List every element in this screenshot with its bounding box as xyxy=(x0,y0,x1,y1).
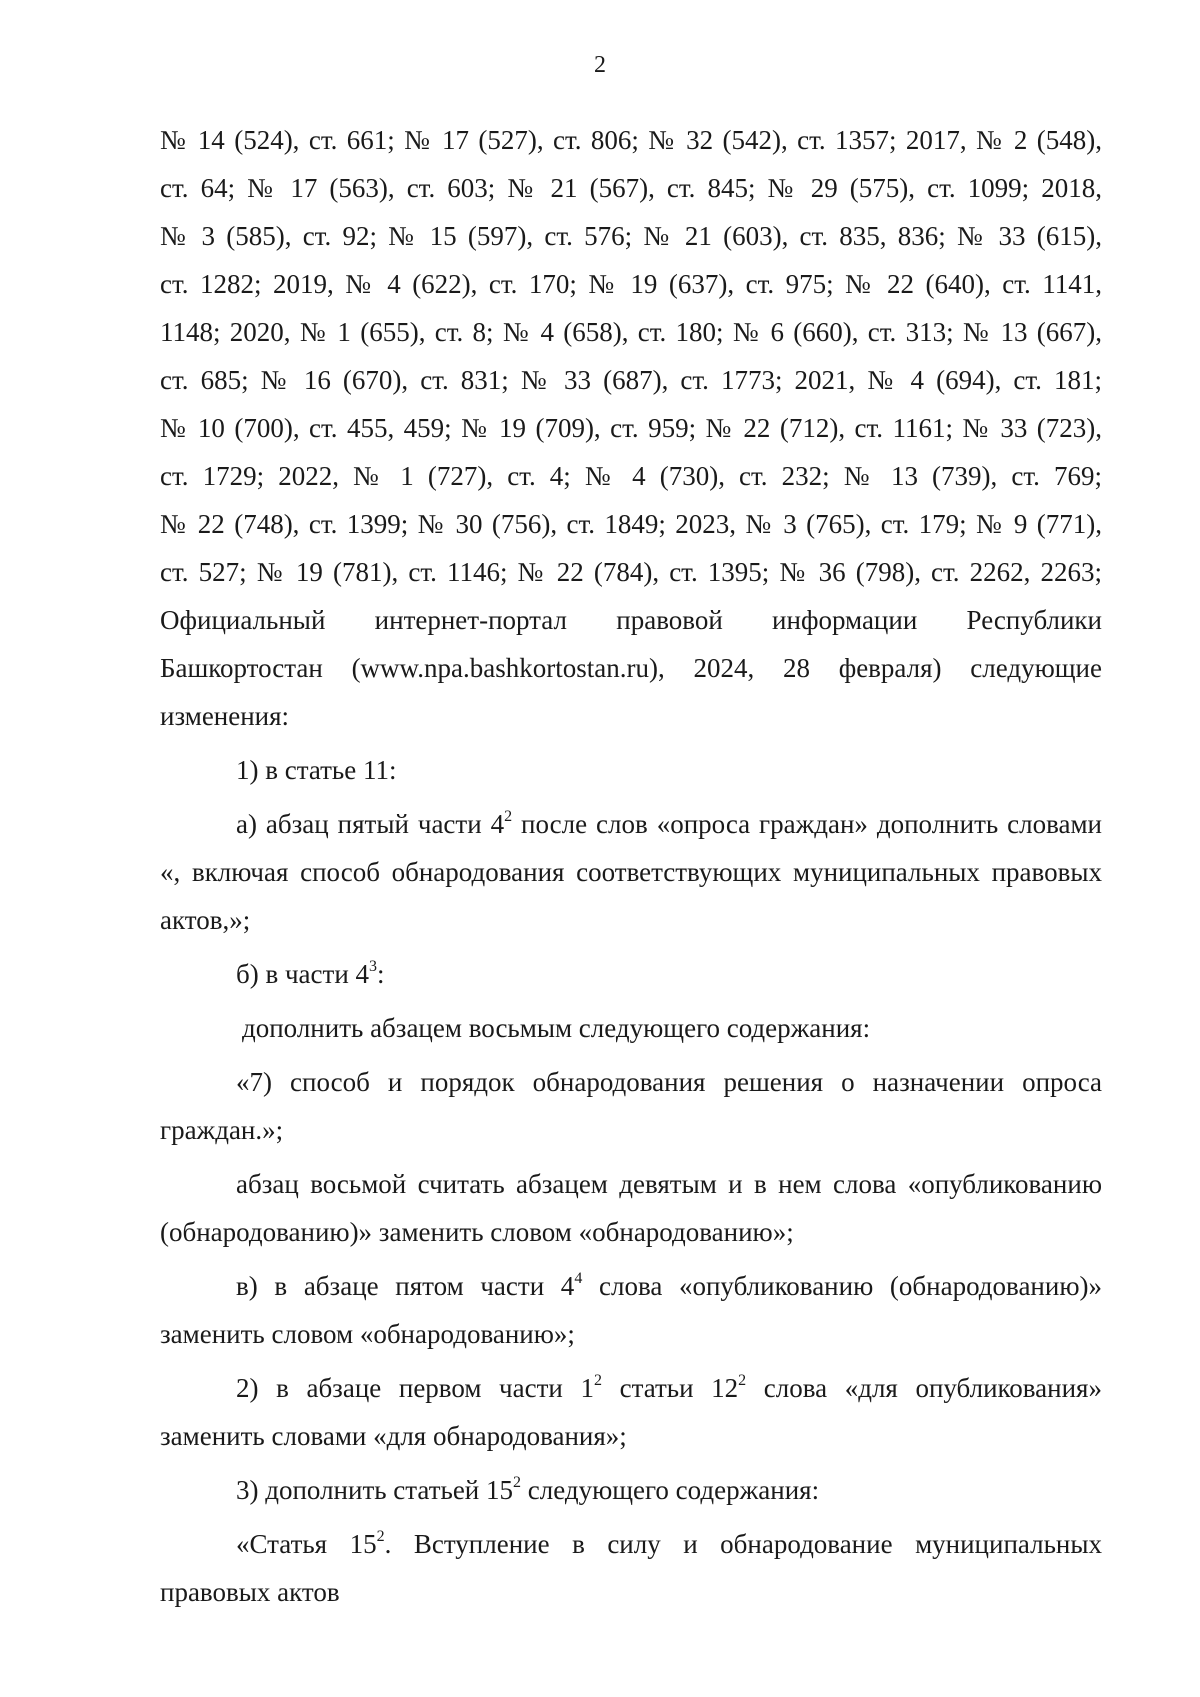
item-2-text-middle: статьи 12 xyxy=(601,1373,739,1403)
item-1b-text-continued: : xyxy=(377,959,385,989)
details-line: № 22 (748), ст. 1399; № 30 (756), ст. 1849; 2023, № 3 (765), ст. 179; № 9 (771), xyxy=(160,509,1102,539)
item-2-text-end: слова «для опубликования» заменить словами «для обнародования»; xyxy=(160,1373,1102,1451)
details-line: № 3 (585), ст. 92; № 15 (597), ст. 576; № 21 (603), ст. 835, 836; № 33 (615), xyxy=(160,221,1102,251)
details-line: изменения: xyxy=(160,701,290,731)
superscript: 2 xyxy=(738,1372,747,1389)
superscript: 4 xyxy=(574,1270,583,1287)
article-heading xyxy=(160,1520,1102,1616)
superscript: 2 xyxy=(504,808,513,825)
document-body xyxy=(160,116,1102,1616)
details-line: 1148; 2020, № 1 (655), ст. 8; № 4 (658), ст. 180; № 6 (660), ст. 313; № 13 (667), xyxy=(160,317,1102,347)
item-1b-renumber: абзац восьмой считать абзацем девятым и в нем слова «опубликованию (обнародованию)» заменить словом «обнародованию»; xyxy=(160,1169,1102,1247)
details-line: № 10 (700), ст. 455, 459; № 19 (709), ст. 959; № 22 (712), ст. 1161; № 33 (723), xyxy=(160,413,1102,443)
page-number: 2 xyxy=(594,52,606,78)
item-1b xyxy=(160,950,1102,998)
item-1v-text-continued: слова «опубликованию (обнародованию)» заменить словом «обнародованию»; xyxy=(160,1271,1102,1349)
item-1v-text: в) в абзаце пятом части 4 xyxy=(236,1271,575,1301)
details-line: ст. 685; № 16 (670), ст. 831; № 33 (687), ст. 1773; 2021, № 4 (694), ст. 181; xyxy=(160,365,1102,395)
details-line: № 14 (524), ст. 661; № 17 (527), ст. 806; № 32 (542), ст. 1357; 2017, № 2 (548), xyxy=(160,125,1102,155)
item-3 xyxy=(160,1466,1102,1514)
details-line: ст. 1729; 2022, № 1 (727), ст. 4; № 4 (730), ст. 232; № 13 (739), ст. 769; xyxy=(160,461,1102,491)
item-1b-instruction: дополнить абзацем восьмым следующего содержания: xyxy=(242,1013,871,1043)
item-3-text-continued: следующего содержания: xyxy=(521,1475,820,1505)
article-heading-title: . Вступление в силу и обнародование муниципальных правовых актов xyxy=(160,1529,1102,1607)
details-line: Официальный интернет-портал правовой информации Республики xyxy=(160,605,1102,635)
item-1v xyxy=(160,1262,1102,1358)
details-line: ст. 1282; 2019, № 4 (622), ст. 170; № 19 (637), ст. 975; № 22 (640), ст. 1141, xyxy=(160,269,1102,299)
details-line: ст. 64; № 17 (563), ст. 603; № 21 (567), ст. 845; № 29 (575), ст. 1099; 2018, xyxy=(160,173,1102,203)
item-2-text: 2) в абзаце первом части 1 xyxy=(236,1373,594,1403)
item-1a xyxy=(160,800,1102,944)
item-1b-quote: «7) способ и порядок обнародования решения о назначении опроса граждан.»; xyxy=(160,1067,1102,1145)
item-3-text: 3) дополнить статьей 15 xyxy=(236,1475,514,1505)
publication-details xyxy=(160,116,1102,740)
details-line: Башкортостан (www.npa.bashkortostan.ru), 2024, 28 февраля) следующие xyxy=(160,653,1102,683)
superscript: 2 xyxy=(376,1528,385,1545)
item-1a-text-continued: после слов «опроса граждан» дополнить словами «, включая способ обнародования соответствующих муниципальных правовых актов,»; xyxy=(160,809,1102,935)
item-2 xyxy=(160,1364,1102,1460)
superscript: 2 xyxy=(593,1372,602,1389)
article-heading-text: «Статья 15 xyxy=(236,1529,377,1559)
item-1: 1) в статье 11: xyxy=(236,755,397,785)
details-line: ст. 527; № 19 (781), ст. 1146; № 22 (784), ст. 1395; № 36 (798), ст. 2262, 2263; xyxy=(160,557,1102,587)
item-1a-text: а) абзац пятый части 4 xyxy=(236,809,505,839)
superscript: 3 xyxy=(369,958,378,975)
superscript: 2 xyxy=(513,1474,522,1491)
item-1b-text: б) в части 4 xyxy=(236,959,370,989)
